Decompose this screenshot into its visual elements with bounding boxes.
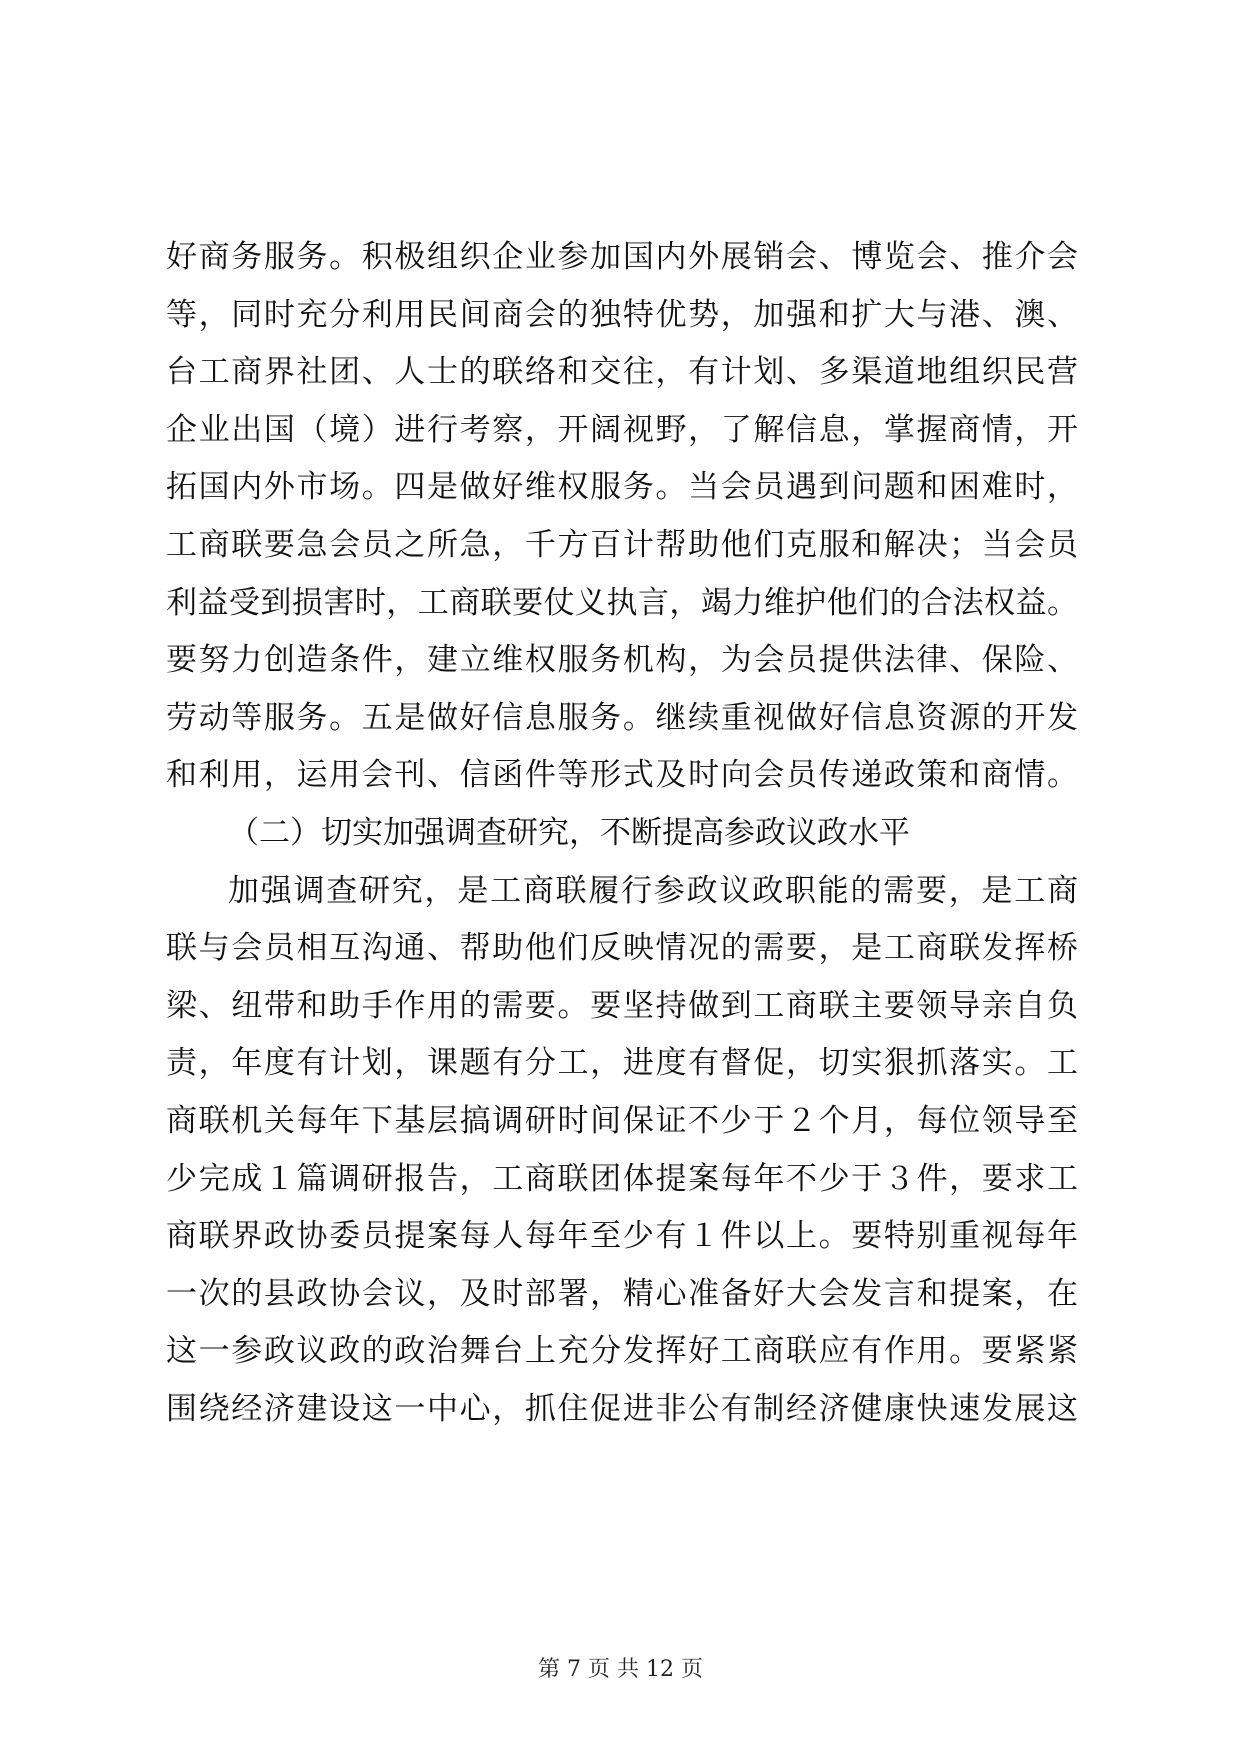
paragraph-line: 梁、纽带和助手作用的需要。要坚持做到工商联主要领导亲自负 (166, 987, 1078, 1024)
paragraph-line: 好商务服务。积极组织企业参加国内外展销会、博览会、推介会 (166, 239, 1078, 275)
paragraph-line: 企业出国（境）进行考察，开阔视野，了解信息，掌握商情，开 (166, 411, 1078, 448)
paragraph-line: 和利用，运用会刊、信函件等形式及时向会员传递政策和商情。 (166, 757, 1078, 794)
paragraph-line: 围绕经济建设这一中心，抓住促进非公有制经济健康快速发展这 (166, 1390, 1078, 1427)
paragraph-line: 等，同时充分利用民间商会的独特优势，加强和扩大与港、澳、 (166, 296, 1078, 333)
paragraph-line: 加强调查研究，是工商联履行参政议政职能的需要，是工商 (228, 872, 1078, 909)
paragraph-line: 商联机关每年下基层搞调研时间保证不少于２个月，每位领导至 (166, 1102, 1078, 1139)
paragraph-line: 联与会员相互沟通、帮助他们反映情况的需要，是工商联发挥桥 (166, 930, 1078, 967)
paragraph-line: 劳动等服务。五是做好信息服务。继续重视做好信息资源的开发 (166, 699, 1078, 736)
paragraph-line: 利益受到损害时，工商联要仗义执言，竭力维护他们的合法权益。 (166, 584, 1078, 621)
paragraph-line: 台工商界社团、人士的联络和交往，有计划、多渠道地组织民营 (166, 354, 1078, 391)
paragraph-line: 责，年度有计划，课题有分工，进度有督促，切实狠抓落实。工 (166, 1045, 1078, 1082)
paragraph-line: 工商联要急会员之所急，千方百计帮助他们克服和解决；当会员 (166, 526, 1078, 563)
paragraph-line: 少完成１篇调研报告，工商联团体提案每年不少于３件，要求工 (166, 1160, 1078, 1197)
paragraph-line: 要努力创造条件，建立维权服务机构，为会员提供法律、保险、 (166, 642, 1078, 679)
paragraph-line: 这一参政议政的政治舞台上充分发挥好工商联应有作用。要紧紧 (166, 1333, 1078, 1370)
paragraph-line: 商联界政协委员提案每人每年至少有１件以上。要特别重视每年 (166, 1218, 1078, 1255)
paragraph-line: 拓国内外市场。四是做好维权服务。当会员遇到问题和困难时， (166, 469, 1078, 506)
paragraph-line: 一次的县政协会议，及时部署，精心准备好大会发言和提案，在 (166, 1275, 1078, 1312)
section-heading: （二）切实加强调查研究，不断提高参政议政水平 (228, 814, 910, 851)
page-footer: 第 7 页 共 12 页 (538, 1657, 703, 1682)
body-text (166, 229, 1078, 1438)
